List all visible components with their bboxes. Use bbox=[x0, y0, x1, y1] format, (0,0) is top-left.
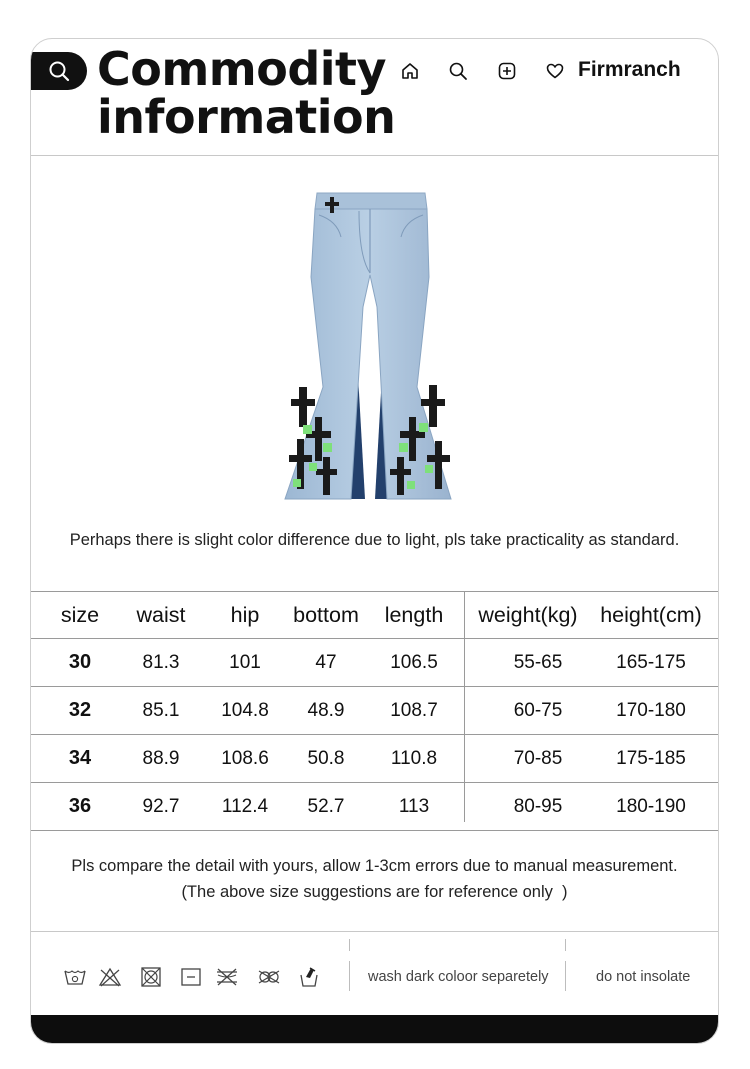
table-cell: 113 bbox=[398, 795, 430, 817]
table-cell: 104.8 bbox=[221, 699, 269, 721]
search-button[interactable] bbox=[31, 52, 87, 90]
measurement-note bbox=[31, 853, 718, 905]
table-cell: 170-180 bbox=[616, 699, 686, 721]
title-line-1: Commodity bbox=[97, 42, 386, 96]
table-row bbox=[31, 639, 718, 687]
header-divider bbox=[31, 155, 718, 156]
table-cell: 34 bbox=[68, 747, 92, 769]
table-cell: 101 bbox=[229, 651, 261, 673]
table-cell: 32 bbox=[68, 699, 92, 721]
color-difference-note: Perhaps there is slight color difference due to light, pls take practicality as standard. bbox=[69, 531, 680, 549]
table-row bbox=[31, 687, 718, 735]
jeans-product-image bbox=[279, 187, 461, 503]
wash-dark-label: wash dark coloor separetely bbox=[368, 969, 549, 985]
column-header: size bbox=[60, 602, 100, 627]
table-cell: 30 bbox=[68, 651, 92, 673]
table-column-divider bbox=[464, 591, 465, 822]
table-cell: 50.8 bbox=[307, 747, 345, 769]
table-cell: 180-190 bbox=[616, 795, 686, 817]
brand-name: Firmranch bbox=[578, 58, 681, 81]
favorite-button[interactable] bbox=[543, 59, 567, 83]
no-bleach-icon bbox=[98, 965, 122, 989]
table-cell: 85.1 bbox=[142, 699, 180, 721]
table-cell: 81.3 bbox=[142, 651, 180, 673]
care-separator bbox=[349, 939, 350, 951]
no-dry-clean-icon bbox=[257, 965, 281, 989]
table-cell: 80-95 bbox=[513, 795, 563, 817]
table-cell: 88.9 bbox=[142, 747, 180, 769]
home-button[interactable] bbox=[398, 59, 422, 83]
column-header: height(cm) bbox=[600, 602, 702, 627]
hand-wash-icon bbox=[63, 965, 87, 989]
footer-bar bbox=[31, 1015, 718, 1043]
do-not-insolate-label: do not insolate bbox=[596, 969, 691, 985]
column-header: waist bbox=[136, 602, 186, 627]
table-header-row bbox=[31, 591, 718, 639]
table-cell: 112.4 bbox=[221, 795, 269, 817]
search-icon bbox=[448, 61, 468, 81]
table-cell: 60-75 bbox=[513, 699, 563, 721]
no-tumble-dry-icon bbox=[139, 965, 163, 989]
column-header: length bbox=[384, 602, 444, 627]
table-cell: 108.6 bbox=[221, 747, 269, 769]
care-separator bbox=[565, 961, 566, 991]
plus-square-icon bbox=[497, 61, 517, 81]
size-table bbox=[31, 591, 718, 831]
heart-icon bbox=[545, 61, 565, 81]
care-separator bbox=[565, 939, 566, 951]
table-cell: 36 bbox=[68, 795, 92, 817]
table-cell: 175-185 bbox=[616, 747, 686, 769]
table-cell: 110.8 bbox=[390, 747, 438, 769]
care-divider bbox=[31, 931, 718, 932]
add-button[interactable] bbox=[495, 59, 519, 83]
page-title bbox=[97, 42, 396, 144]
care-separator bbox=[349, 961, 350, 991]
search-icon bbox=[48, 60, 70, 82]
table-cell: 165-175 bbox=[616, 651, 686, 673]
table-cell: 92.7 bbox=[142, 795, 180, 817]
table-cell: 70-85 bbox=[513, 747, 563, 769]
column-header: bottom bbox=[293, 602, 359, 627]
commodity-card bbox=[30, 38, 719, 1044]
flat-dry-icon bbox=[179, 965, 203, 989]
table-cell: 48.9 bbox=[307, 699, 345, 721]
title-line-2: information bbox=[97, 90, 396, 144]
no-wring-icon bbox=[215, 965, 239, 989]
nav-search-button[interactable] bbox=[446, 59, 470, 83]
measurement-note-line-1: Pls compare the detail with yours, allow 1-3cm errors due to manual measurement. bbox=[71, 857, 678, 875]
table-cell: 47 bbox=[315, 651, 337, 673]
column-header: hip bbox=[230, 602, 260, 627]
home-icon bbox=[400, 61, 420, 81]
table-row bbox=[31, 783, 718, 831]
table-cell: 52.7 bbox=[307, 795, 345, 817]
table-cell: 108.7 bbox=[390, 699, 438, 721]
iron-icon bbox=[297, 965, 321, 989]
table-row bbox=[31, 735, 718, 783]
table-cell: 106.5 bbox=[390, 651, 438, 673]
measurement-note-line-2: (The above size suggestions are for reference only ) bbox=[181, 883, 568, 901]
column-header: weight(kg) bbox=[478, 602, 578, 627]
table-cell: 55-65 bbox=[513, 651, 563, 673]
